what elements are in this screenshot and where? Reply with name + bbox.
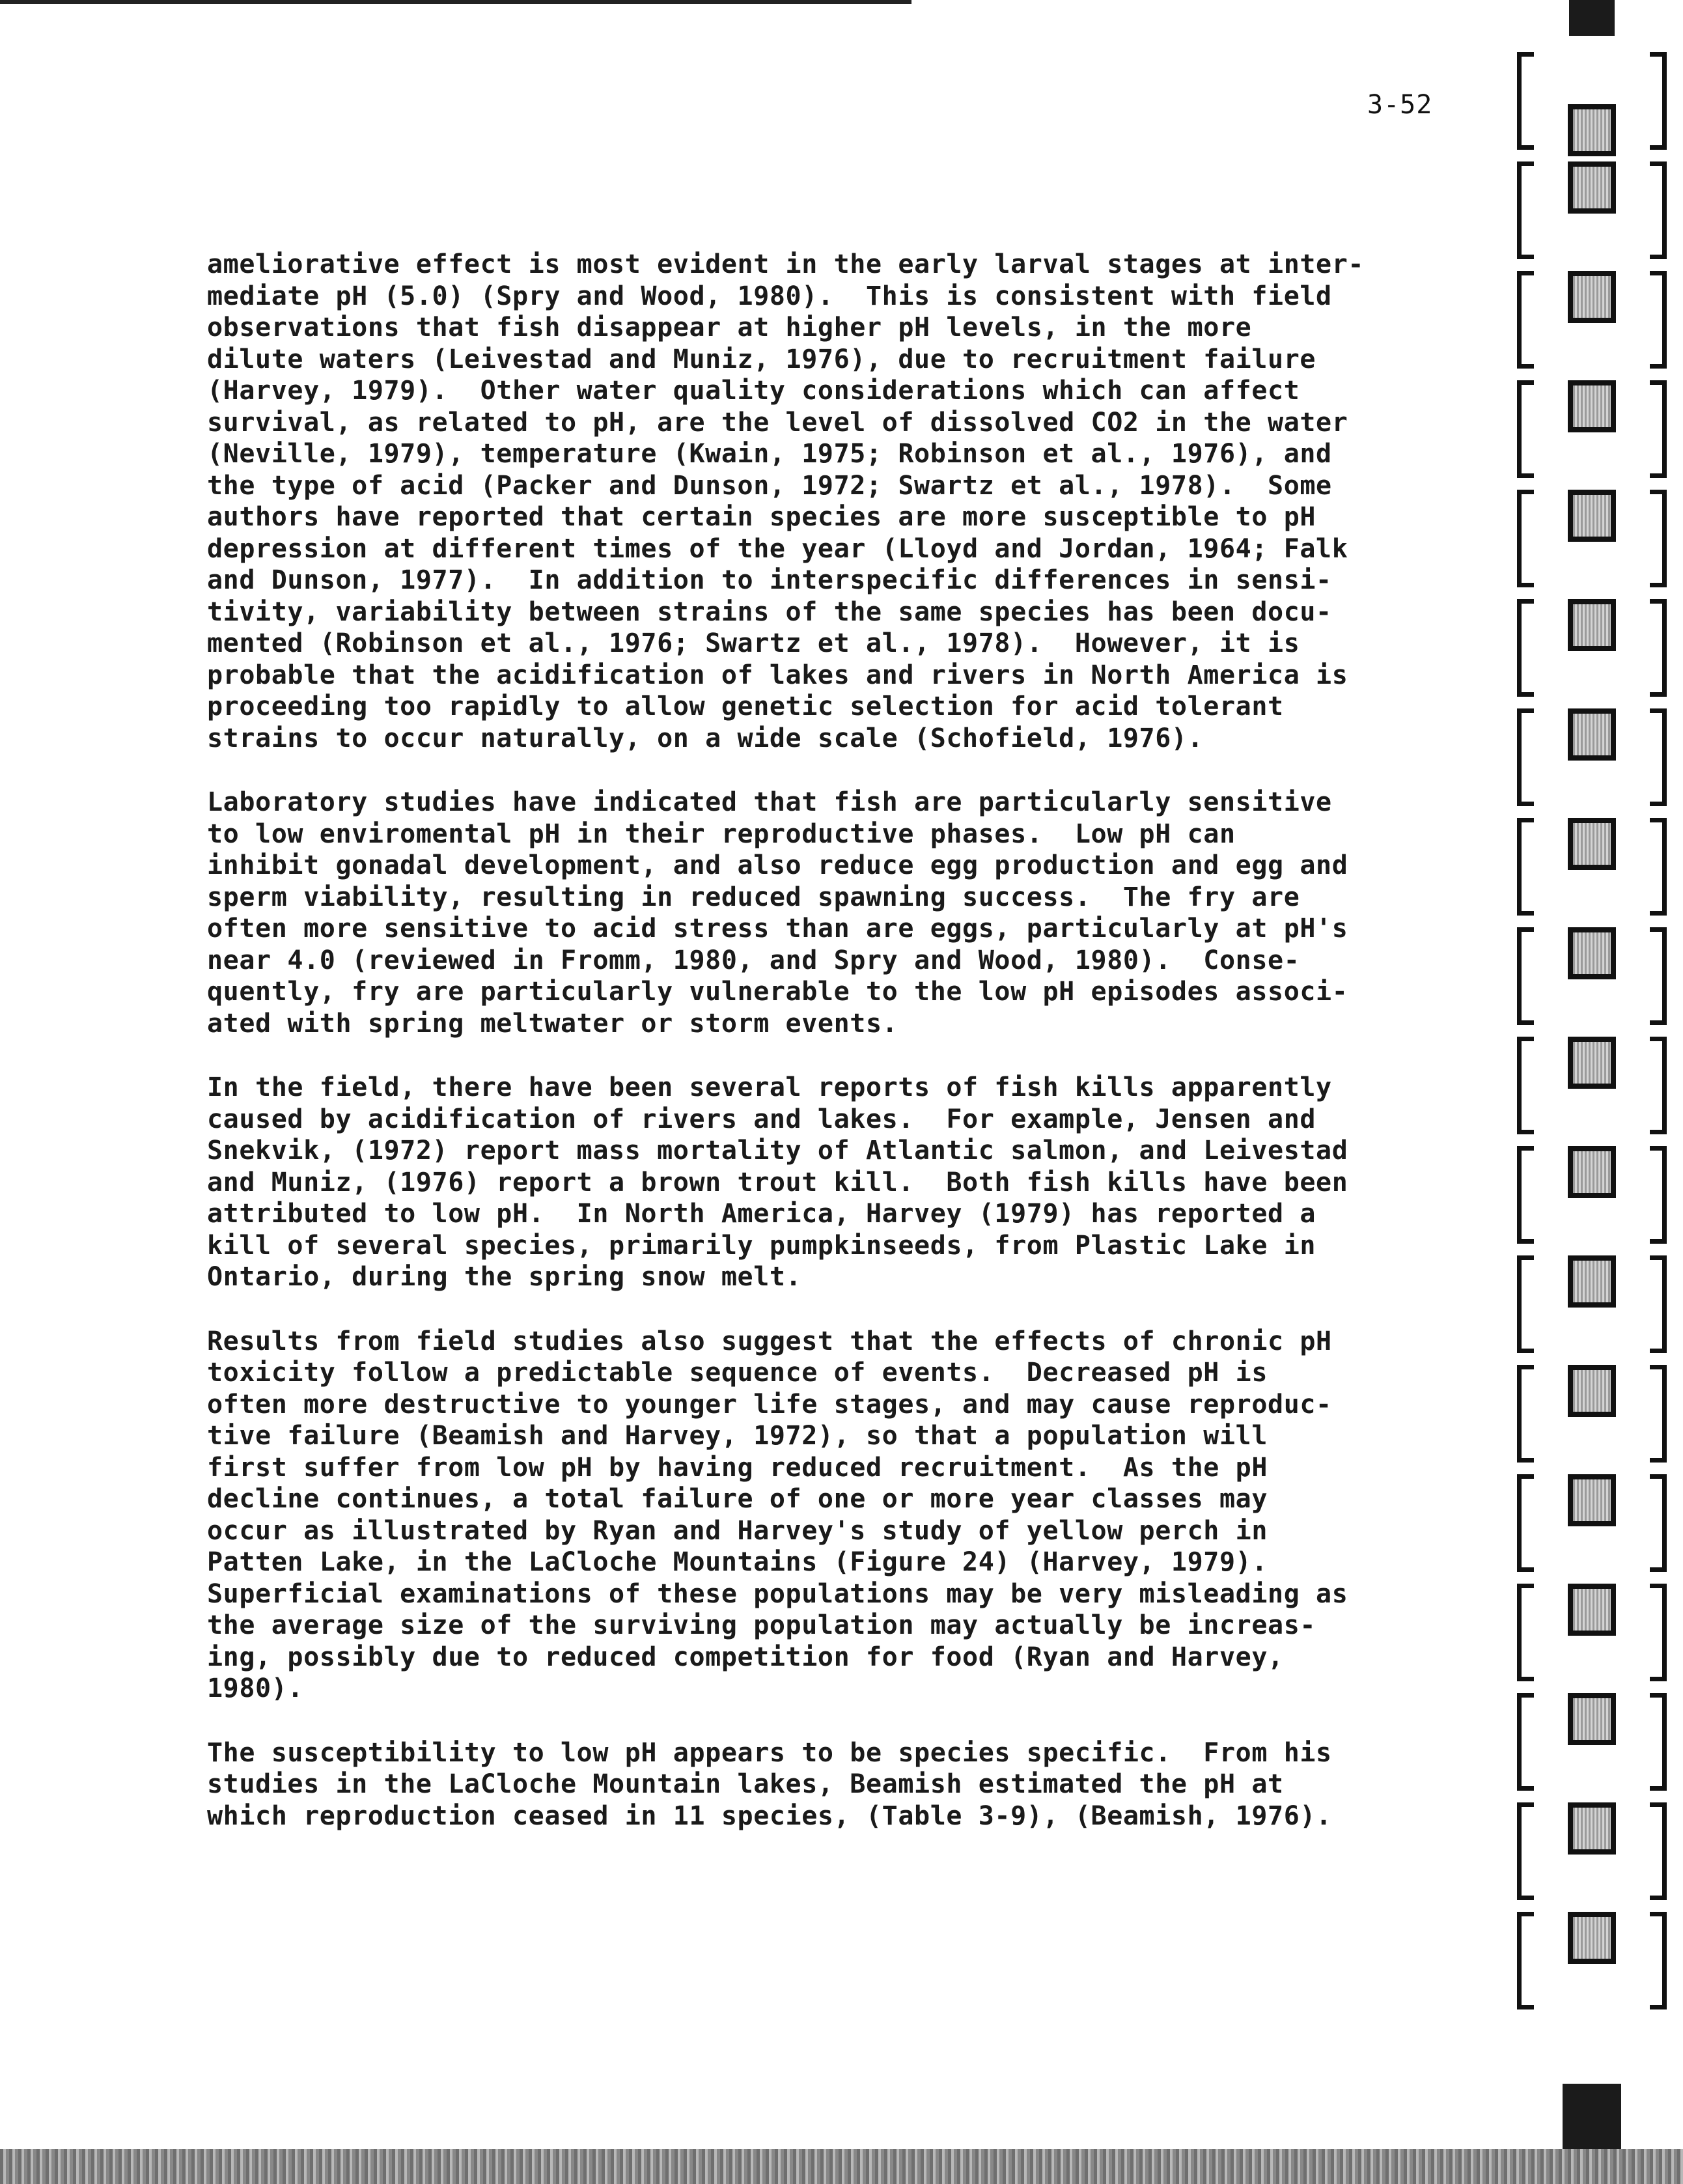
- ring-punch-hole: [1568, 1693, 1616, 1745]
- ring-left-bracket: [1517, 1912, 1534, 2009]
- ring-left-bracket: [1517, 708, 1534, 806]
- paragraph: [207, 1326, 1366, 1705]
- text-line: tive failure (Beamish and Harvey, 1972), so that a population will: [207, 1421, 1268, 1451]
- text-line: first suffer from low pH by having reduced recruitment. As the pH: [207, 1452, 1268, 1483]
- text-line: sperm viability, resulting in reduced spawning success. The fry are: [207, 882, 1300, 912]
- binding-ring: [1517, 1255, 1667, 1353]
- text-line: survival, as related to pH, are the level of dissolved CO2 in the water: [207, 407, 1348, 438]
- ring-left-bracket: [1517, 490, 1534, 587]
- binding-ring: [1517, 818, 1667, 916]
- ring-punch-hole: [1568, 490, 1616, 542]
- text-line: Ontario, during the spring snow melt.: [207, 1262, 802, 1292]
- text-line: inhibit gonadal development, and also reduce egg production and egg and: [207, 850, 1348, 880]
- binding-ring: [1517, 1474, 1667, 1572]
- text-line: and Dunson, 1977). In addition to interspecific differences in sensi-: [207, 565, 1332, 595]
- ring-left-bracket: [1517, 818, 1534, 916]
- text-line: caused by acidification of rivers and lakes. For example, Jensen and: [207, 1104, 1316, 1134]
- ring-right-bracket: [1650, 490, 1667, 587]
- ring-left-bracket: [1517, 1802, 1534, 1900]
- text-line: 1980).: [207, 1673, 304, 1703]
- text-line: kill of several species, primarily pumpkinseeds, from Plastic Lake in: [207, 1230, 1316, 1261]
- text-line: often more destructive to younger life stages, and may cause reproduc-: [207, 1389, 1332, 1420]
- ring-right-bracket: [1650, 1365, 1667, 1463]
- text-line: proceeding too rapidly to allow genetic selection for acid tolerant: [207, 692, 1284, 721]
- binding-ring: [1517, 1802, 1667, 1900]
- ring-punch-hole: [1568, 1474, 1616, 1526]
- text-line: depression at different times of the year (Lloyd and Jordan, 1964; Falk: [207, 533, 1348, 564]
- paragraph: [207, 249, 1366, 754]
- ring-left-bracket: [1517, 161, 1534, 259]
- ring-left-bracket: [1517, 52, 1534, 150]
- ring-right-bracket: [1650, 380, 1667, 478]
- ring-right-bracket: [1650, 927, 1667, 1025]
- ring-punch-hole: [1568, 1365, 1616, 1417]
- ring-right-bracket: [1650, 1146, 1667, 1244]
- text-line: observations that fish disappear at higher pH levels, in the more: [207, 313, 1252, 343]
- text-line: probable that the acidification of lakes and rivers in North America is: [207, 660, 1348, 690]
- ring-punch-hole: [1568, 599, 1616, 651]
- binding-ring: [1517, 1693, 1667, 1791]
- text-line: occur as illustrated by Ryan and Harvey's study of yellow perch in: [207, 1515, 1268, 1546]
- text-line: In the field, there have been several reports of fish kills apparently: [207, 1072, 1332, 1102]
- ring-punch-hole: [1568, 161, 1616, 214]
- ring-punch-hole: [1568, 1037, 1616, 1089]
- ring-right-bracket: [1650, 708, 1667, 806]
- ring-punch-hole: [1568, 1146, 1616, 1198]
- ring-left-bracket: [1517, 1584, 1534, 1681]
- binding-ring: [1517, 52, 1667, 150]
- binding-ring: [1517, 161, 1667, 259]
- ring-right-bracket: [1650, 161, 1667, 259]
- text-line: ing, possibly due to reduced competition for food (Ryan and Harvey,: [207, 1642, 1284, 1672]
- ring-right-bracket: [1650, 1912, 1667, 2009]
- ring-right-bracket: [1650, 1802, 1667, 1900]
- body-text: [207, 249, 1366, 1864]
- text-line: toxicity follow a predictable sequence of events. Decreased pH is: [207, 1358, 1268, 1388]
- text-line: attributed to low pH. In North America, Harvey (1979) has reported a: [207, 1199, 1316, 1229]
- binding-ring: [1517, 380, 1667, 478]
- ring-punch-hole: [1568, 104, 1616, 156]
- text-line: (Neville, 1979), temperature (Kwain, 1975; Robinson et al., 1976), and: [207, 439, 1332, 469]
- binding-ring: [1517, 1037, 1667, 1134]
- text-line: decline continues, a total failure of one or more year classes may: [207, 1484, 1268, 1514]
- text-line: authors have reported that certain species are more susceptible to pH: [207, 502, 1316, 532]
- text-line: ated with spring meltwater or storm events.: [207, 1008, 898, 1039]
- ring-left-bracket: [1517, 271, 1534, 369]
- ring-left-bracket: [1517, 927, 1534, 1025]
- text-line: Snekvik, (1972) report mass mortality of Atlantic salmon, and Leivestad: [207, 1136, 1348, 1166]
- ring-right-bracket: [1650, 1693, 1667, 1791]
- paragraph: [207, 787, 1366, 1039]
- ring-left-bracket: [1517, 1474, 1534, 1572]
- text-line: Laboratory studies have indicated that fish are particularly sensitive: [207, 787, 1332, 817]
- text-line: often more sensitive to acid stress than are eggs, particularly at pH's: [207, 914, 1348, 944]
- ring-right-bracket: [1650, 1584, 1667, 1681]
- text-line: tivity, variability between strains of the same species has been docu-: [207, 596, 1332, 627]
- ring-punch-hole: [1568, 818, 1616, 870]
- ring-punch-hole: [1568, 927, 1616, 979]
- ring-right-bracket: [1650, 52, 1667, 150]
- binding-ring: [1517, 490, 1667, 587]
- ring-left-bracket: [1517, 1255, 1534, 1353]
- spiral-binding: [1497, 0, 1683, 2184]
- binding-ring: [1517, 1146, 1667, 1244]
- ring-right-bracket: [1650, 818, 1667, 916]
- text-line: which reproduction ceased in 11 species, (Table 3-9), (Beamish, 1976).: [207, 1800, 1332, 1831]
- top-rule: [0, 0, 911, 4]
- ring-punch-hole: [1568, 708, 1616, 761]
- ring-punch-hole: [1568, 1912, 1616, 1964]
- text-line: The susceptibility to low pH appears to be species specific. From his: [207, 1737, 1332, 1768]
- text-line: quently, fry are particularly vulnerable to the low pH episodes associ-: [207, 977, 1348, 1007]
- binding-ring: [1517, 1584, 1667, 1681]
- text-line: the average size of the surviving population may actually be increas-: [207, 1610, 1316, 1640]
- text-line: ameliorative effect is most evident in the early larval stages at inter-: [207, 249, 1365, 279]
- ring-punch-hole: [1568, 271, 1616, 323]
- text-line: near 4.0 (reviewed in Fromm, 1980, and Spry and Wood, 1980). Conse-: [207, 945, 1300, 975]
- ring-left-bracket: [1517, 599, 1534, 697]
- paragraph: [207, 1072, 1366, 1293]
- text-line: mented (Robinson et al., 1976; Swartz et al., 1978). However, it is: [207, 628, 1300, 658]
- ring-punch-hole: [1568, 1802, 1616, 1855]
- text-line: mediate pH (5.0) (Spry and Wood, 1980). This is consistent with field: [207, 281, 1332, 311]
- ring-right-bracket: [1650, 271, 1667, 369]
- ring-punch-hole: [1568, 1255, 1616, 1308]
- ring-right-bracket: [1650, 1474, 1667, 1572]
- paragraph: [207, 1737, 1366, 1832]
- text-line: (Harvey, 1979). Other water quality considerations which can affect: [207, 376, 1300, 406]
- binding-ring: [1517, 927, 1667, 1025]
- ring-right-bracket: [1650, 1037, 1667, 1134]
- ring-right-bracket: [1650, 599, 1667, 697]
- text-line: Results from field studies also suggest that the effects of chronic pH: [207, 1326, 1332, 1356]
- ring-right-bracket: [1650, 1255, 1667, 1353]
- text-line: to low enviromental pH in their reproductive phases. Low pH can: [207, 819, 1236, 849]
- ring-left-bracket: [1517, 1146, 1534, 1244]
- text-line: studies in the LaCloche Mountain lakes, Beamish estimated the pH at: [207, 1769, 1284, 1799]
- binding-ring: [1517, 1365, 1667, 1463]
- text-line: Patten Lake, in the LaCloche Mountains (Figure 24) (Harvey, 1979).: [207, 1547, 1268, 1577]
- binding-ring: [1517, 271, 1667, 369]
- text-line: and Muniz, (1976) report a brown trout kill. Both fish kills have been: [207, 1167, 1348, 1197]
- binding-ring: [1517, 1912, 1667, 2009]
- text-line: dilute waters (Leivestad and Muniz, 1976), due to recruitment failure: [207, 344, 1316, 374]
- ring-left-bracket: [1517, 1365, 1534, 1463]
- ring-left-bracket: [1517, 1693, 1534, 1791]
- text-line: the type of acid (Packer and Dunson, 1972; Swartz et al., 1978). Some: [207, 470, 1332, 501]
- ring-left-bracket: [1517, 380, 1534, 478]
- binding-top-block: [1569, 0, 1615, 36]
- binding-ring: [1517, 708, 1667, 806]
- page-number: 3-52: [1367, 90, 1433, 120]
- text-line: Superficial examinations of these populations may be very misleading as: [207, 1578, 1348, 1609]
- text-line: strains to occur naturally, on a wide scale (Schofield, 1976).: [207, 723, 1204, 753]
- ring-punch-hole: [1568, 1584, 1616, 1636]
- binding-ring: [1517, 599, 1667, 697]
- ring-punch-hole: [1568, 380, 1616, 432]
- scan-bottom-edge: [0, 2149, 1683, 2184]
- ring-left-bracket: [1517, 1037, 1534, 1134]
